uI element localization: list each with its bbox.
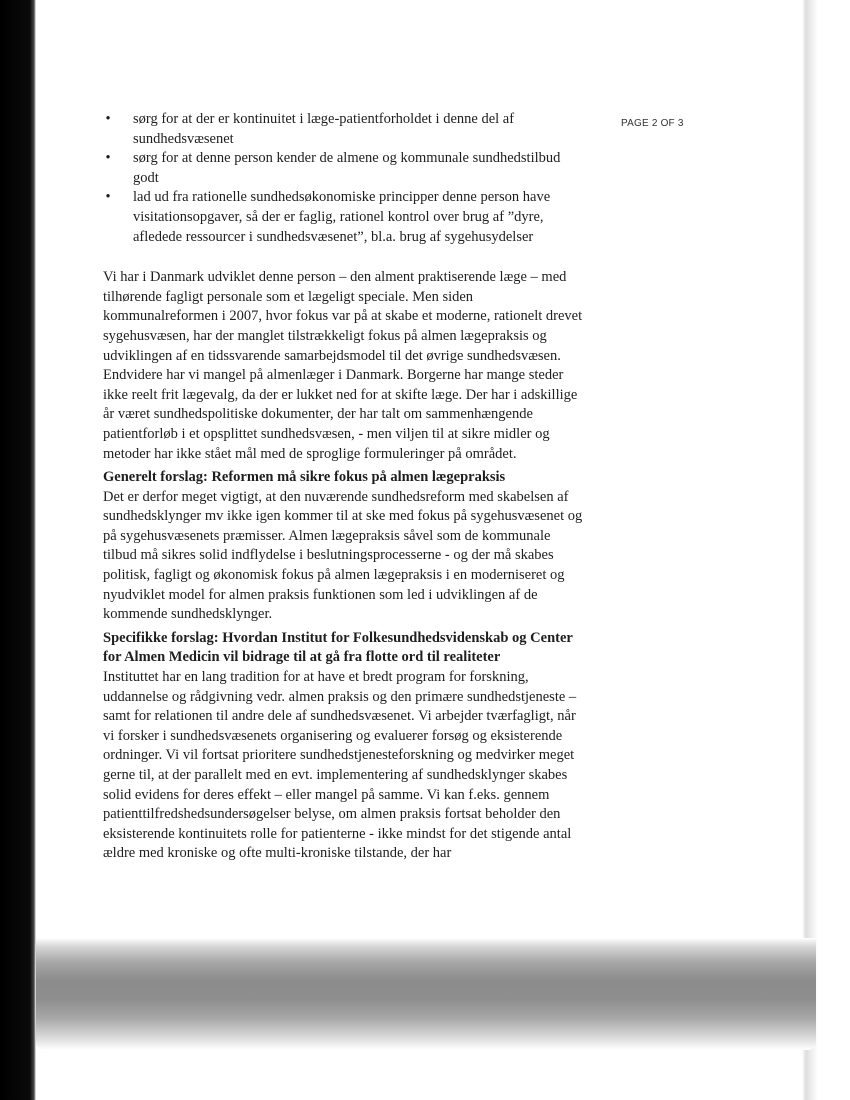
section-heading-specific: Specifikke forslag: Hvordan Institut for Folkesundhedsvidenskab og Center for Almen Medicin vil bidrage til at gå fra flotte ord til realiteter bbox=[103, 629, 573, 666]
section-body-general: Det er derfor meget vigtigt, at den nuværende sundhedsreform med skabelsen af sundhedsklynger mv ikke igen kommer til at ske med fokus på sygehusvæsenet og på sygehusvæsenets præmisser. Almen lægepraksis såvel som de kommunale tilbud må sikres solid indflydelse i beslutningsprocesserne - og der må skabes politisk, fagligt og økonomisk fokus på almen lægepraksis i en moderniseret og nyudviklet model for almen praksis funktionen som led i udviklingen af de kommende sundhedsklynger. bbox=[103, 488, 583, 623]
section-heading-general: Generelt forslag: Reformen må sikre fokus på almen lægepraksis bbox=[103, 469, 506, 486]
bullet-icon: • bbox=[105, 111, 111, 127]
paragraph-intro: Vi har i Danmark udviklet denne person – den alment praktiserende læge – med tilhørende fagligt personale som et lægeligt speciale. Men siden kommunalreformen i 2007, hvor fokus var på at skabe et moderne, rationelt drevet sygehusvæsen, har der manglet tilstrækkeligt fokus på almen lægepraksis og udviklingen af en tidssvarende samarbejdsmodel til det øvrige sundhedsvæsen. Endvidere har vi mangel på almenlæger i Danmark. Borgerne har mange steder ikke reelt frit lægevalg, da der er lukket ned for at skifte læge. Der har i adskillige år været sundhedspolitiske dokumenter, der har talt om sammenhængende patientforløb i et opsplittet sundhedsvæsen, - men viljen til at sikre midler og metoder har ikke stået mål med de sproglige formuleringer på området. bbox=[103, 269, 583, 462]
section-body-specific: Instituttet har en lang tradition for at have et bredt program for forskning, uddannelse og rådgivning vedr. almen praksis og den primære sundhedstjeneste – samt for relationen til andre dele af sundhedsvæsenet. Vi arbejder tværfagligt, når vi forsker i sundhedsvæsenets organisering og evaluerer forsøg og eksisterende ordninger. Vi vil fortsat prioritere sundhedstjenesteforskning og medvirker meget gerne til, at der parallelt med en evt. implementering af sundhedsklynger skabes solid evidens for deres effekt – eller mangel på samme. Vi kan f.eks. gennem patienttilfredshedsundersøgelser belyse, om almen praksis fortsat beholder den eksisterende kontinuitets rolle for patienterne - ikke mindst for det stigende antal ældre med kroniske og ofte multi-kroniske tilstande, der har bbox=[103, 669, 577, 862]
bullet-icon: • bbox=[105, 189, 111, 206]
bullet-text: lad ud fra rationelle sundhedsøkonomiske principper denne person have visitationsopgaver, så der er faglig, rationel kontrol over brug af ”dyre, afledede ressourcer i sundhedsvæsenet”, bl.a. brug af sygehusydelser bbox=[133, 189, 551, 245]
bullet-item bbox=[103, 110, 585, 149]
scan-edge-right bbox=[802, 0, 818, 1100]
scanner-smudge bbox=[36, 938, 816, 1050]
bullet-icon: • bbox=[105, 150, 111, 167]
document-body bbox=[103, 110, 585, 864]
scan-edge-left bbox=[0, 0, 36, 1100]
page-number: PAGE 2 OF 3 bbox=[621, 118, 684, 129]
bullet-text: sørg for at der er kontinuitet i læge-patientforholdet i denne del af sundhedsvæsenet bbox=[133, 111, 515, 147]
bullet-item bbox=[103, 149, 585, 188]
bullet-item bbox=[103, 188, 585, 247]
bullet-text: sørg for at denne person kender de almene og kommunale sundhedstilbud godt bbox=[133, 150, 561, 186]
bullet-list bbox=[103, 110, 585, 247]
